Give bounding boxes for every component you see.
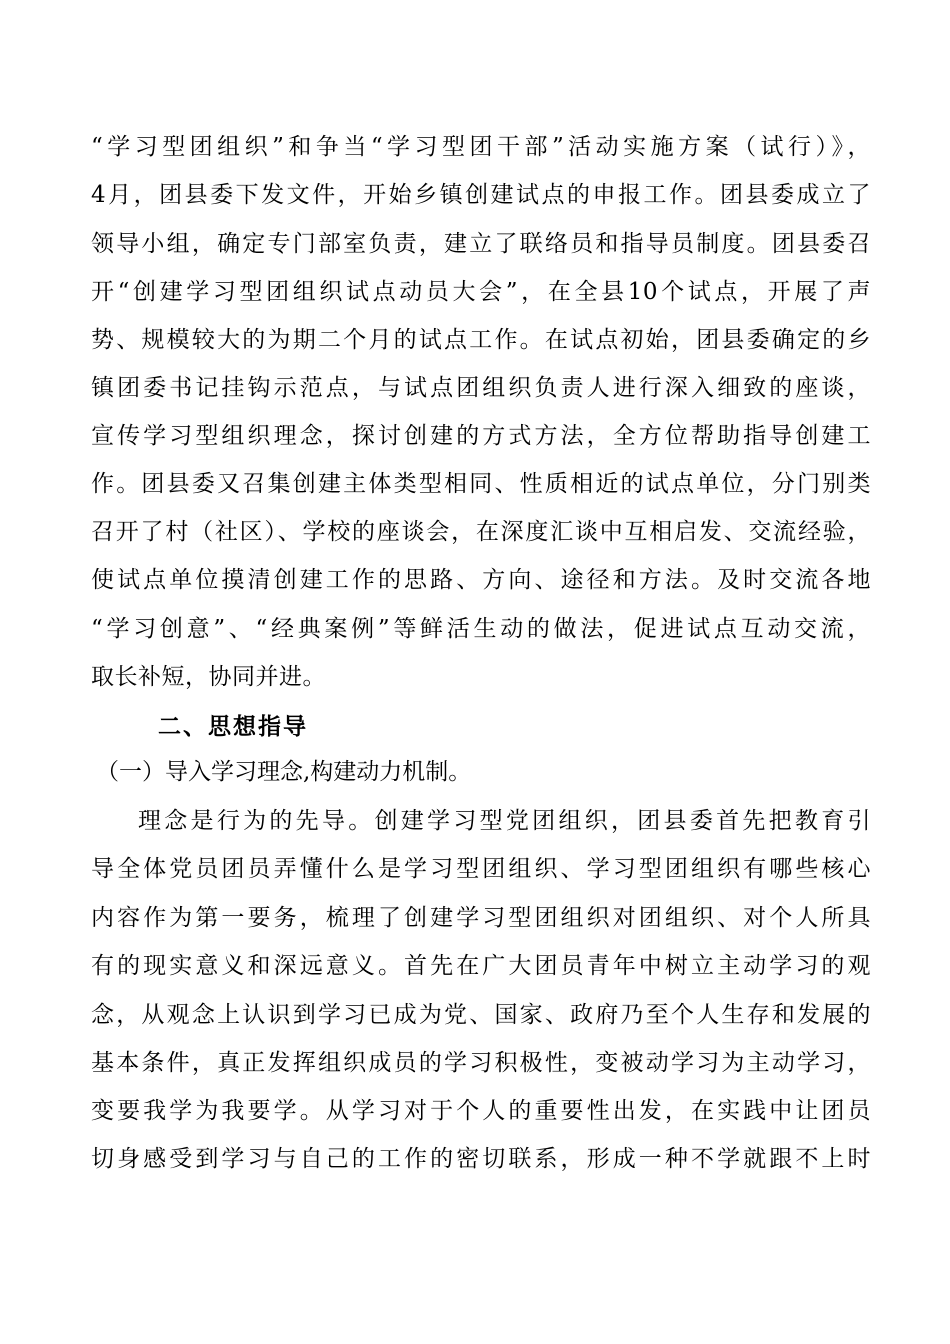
paragraph-line: 镇团委书记挂钩示范点，与试点团组织负责人进行深入细致的座谈， [91,375,871,401]
paragraph-line: 基本条件，真正发挥组织成员的学习积极性，变被动学习为主动学习， [91,1050,871,1076]
paragraph-line: 内容作为第一要务，梳理了创建学习型团组织对团组织、对个人所具 [91,905,871,931]
paragraph-line: 领导小组，确定专门部室负责，建立了联络员和指导员制度。团县委召 [91,231,871,257]
paragraph-line: 理念是行为的先导。创建学习型党团组织，团县委首先把教育引 [138,808,871,834]
paragraph-line: 取长补短，协同并进。 [91,664,326,690]
section-heading: 二、思想指导 [158,713,308,740]
paragraph-line: 切身感受到学习与自己的工作的密切联系，形成一种不学就跟不上时 [91,1146,871,1172]
paragraph-line: 作。团县委又召集创建主体类型相同、性质相近的试点单位，分门别类 [91,471,871,497]
paragraph-line: “学习创意”、“经典案例”等鲜活生动的做法，促进试点互动交流， [91,616,871,642]
paragraph-line: 4月，团县委下发文件，开始乡镇创建试点的申报工作。团县委成立了 [91,182,871,208]
paragraph-line: 召开了村（社区）、学校的座谈会，在深度汇谈中互相启发、交流经验， [91,519,871,545]
paragraph-line: 势、规模较大的为期二个月的试点工作。在试点初始，团县委确定的乡 [91,327,871,353]
paragraph-line: 有的现实意义和深远意义。首先在广大团员青年中树立主动学习的观 [91,953,871,979]
subsection-heading: （一）导入学习理念,构建动力机制。 [96,759,472,785]
paragraph-line: 宣传学习型组织理念，探讨创建的方式方法，全方位帮助指导创建工 [91,423,871,449]
paragraph-line: 念，从观念上认识到学习已成为党、国家、政府乃至个人生存和发展的 [91,1002,871,1028]
paragraph-line: 导全体党员团员弄懂什么是学习型团组织、学习型团组织有哪些核心 [91,856,871,882]
paragraph-line: 开“创建学习型团组织试点动员大会”，在全县10个试点，开展了声 [91,279,871,305]
paragraph-line: “学习型团组织”和争当“学习型团干部”活动实施方案（试行）》， [91,134,871,160]
paragraph-line: 使试点单位摸清创建工作的思路、方向、途径和方法。及时交流各地 [91,567,871,593]
paragraph-line: 变要我学为我要学。从学习对于个人的重要性出发，在实践中让团员 [91,1098,871,1124]
